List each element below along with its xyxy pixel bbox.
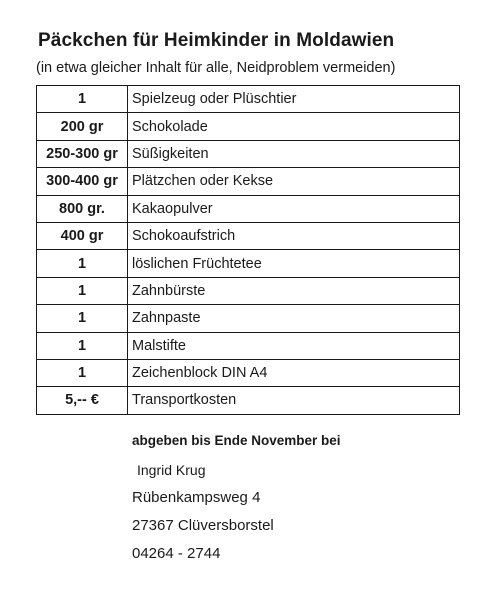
table-row (37, 387, 460, 414)
table-row (37, 277, 460, 304)
page-subtitle: (in etwa gleicher Inhalt für alle, Neidproblem vermeiden) (36, 60, 396, 76)
table-row (37, 332, 460, 359)
quantity-cell: 250-300 gr (37, 140, 128, 167)
table-row (37, 305, 460, 332)
item-cell: Plätzchen oder Kekse (128, 168, 460, 195)
quantity-cell: 200 gr (37, 113, 128, 140)
table-row (37, 250, 460, 277)
item-cell: Kakaopulver (128, 195, 460, 222)
items-table (36, 85, 460, 415)
quantity-cell: 1 (37, 305, 128, 332)
item-cell: Spielzeug oder Plüschtier (128, 86, 460, 113)
item-cell: Süßigkeiten (128, 140, 460, 167)
page-title: Päckchen für Heimkinder in Moldawien (38, 30, 395, 51)
quantity-cell: 1 (37, 86, 128, 113)
item-cell: Schokolade (128, 113, 460, 140)
table-row (37, 113, 460, 140)
contact-name: Ingrid Krug (137, 462, 206, 478)
contact-phone: 04264 - 2744 (132, 545, 221, 562)
item-cell: Schokoaufstrich (128, 222, 460, 249)
table-row (37, 168, 460, 195)
quantity-cell: 300-400 gr (37, 168, 128, 195)
quantity-cell: 400 gr (37, 222, 128, 249)
item-cell: Malstifte (128, 332, 460, 359)
item-cell: Zahnbürste (128, 277, 460, 304)
table-row (37, 195, 460, 222)
item-cell: Zeichenblock DIN A4 (128, 359, 460, 386)
quantity-cell: 800 gr. (37, 195, 128, 222)
quantity-cell: 1 (37, 332, 128, 359)
table-row (37, 140, 460, 167)
item-cell: Zahnpaste (128, 305, 460, 332)
contact-city: 27367 Clüversborstel (132, 517, 274, 534)
table-row (37, 359, 460, 386)
contact-street: Rübenkampsweg 4 (132, 489, 261, 506)
quantity-cell: 1 (37, 250, 128, 277)
item-cell: löslichen Früchtetee (128, 250, 460, 277)
quantity-cell: 1 (37, 359, 128, 386)
quantity-cell: 5,-- € (37, 387, 128, 414)
item-cell: Transportkosten (128, 387, 460, 414)
dropoff-note: abgeben bis Ende November bei (132, 433, 341, 448)
table-row (37, 86, 460, 113)
quantity-cell: 1 (37, 277, 128, 304)
table-row (37, 222, 460, 249)
